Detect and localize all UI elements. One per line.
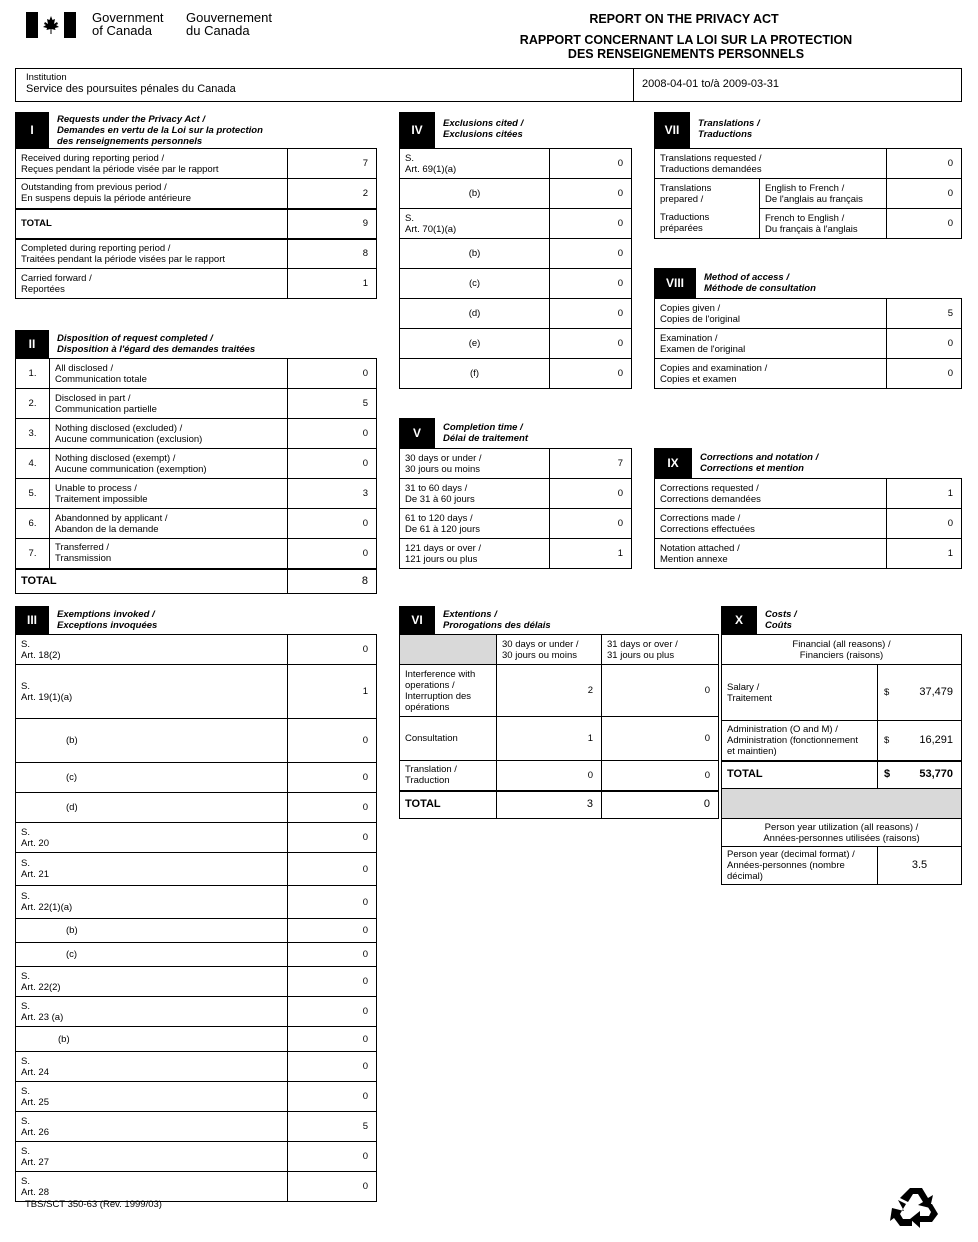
institution-box xyxy=(15,68,962,102)
table-row: S. Art. 25 0 xyxy=(16,1082,377,1112)
section-viii-title: Method of access / Méthode de consultation xyxy=(704,272,816,294)
table-row: 4. Nothing disclosed (exempt) / Aucune communication (exemption) 0 xyxy=(16,449,377,479)
section-iv-table xyxy=(399,148,632,389)
report-title-fr: RAPPORT CONCERNANT LA LOI SUR LA PROTECTION DES RENSEIGNEMENTS PERSONNELS xyxy=(519,33,853,61)
table-row: Traductions préparées French to English / Du français à l'anglais 0 xyxy=(655,209,962,239)
section-ix-header xyxy=(654,448,962,478)
table-row: Consultation 1 0 xyxy=(400,717,719,761)
table-row: S. Art. 28 0 xyxy=(16,1172,377,1202)
table-row: Financial (all reasons) / Financiers (raisons) xyxy=(722,635,962,665)
table-row: 30 days or under / 30 jours ou moins 7 xyxy=(400,449,632,479)
table-row: Copies and examination / Copies et examen 0 xyxy=(655,359,962,389)
total-row: TOTAL 8 xyxy=(16,569,377,594)
section-vii-header xyxy=(654,112,962,148)
table-row: S. Art. 70(1)(a) 0 xyxy=(400,209,632,239)
table-row: 2. Disclosed in part / Communication partielle 5 xyxy=(16,389,377,419)
section-v-title: Completion time / Délai de traitement xyxy=(443,422,528,444)
section-iv-header xyxy=(399,112,632,148)
table-row: TOTAL 9 xyxy=(16,209,377,239)
section-v-table xyxy=(399,448,632,569)
table-row: Translations requested / Traductions demandées 0 xyxy=(655,149,962,179)
table-row: S. Art. 24 0 xyxy=(16,1052,377,1082)
section-x-title: Costs / Coûts xyxy=(765,609,797,631)
table-row: Salary / Traitement $ 37,479 xyxy=(722,665,962,721)
section-i-header xyxy=(15,112,377,148)
table-row: Person year (decimal format) / Années-personnes (nombre décimal) 3.5 xyxy=(722,847,962,885)
table-row: (b) 0 xyxy=(16,919,377,943)
table-row: Translation / Traduction 0 0 xyxy=(400,761,719,791)
table-row: (f) 0 xyxy=(400,359,632,389)
table-row: Notation attached / Mention annexe 1 xyxy=(655,539,962,569)
column-header: 30 days or under / 30 jours ou moins xyxy=(497,635,602,665)
section-iii-number: III xyxy=(15,606,49,634)
gov-name-fr: Gouvernement du Canada xyxy=(186,10,272,38)
section-vi-title: Extentions / Prorogations des délais xyxy=(443,609,551,631)
canada-flag-icon xyxy=(26,12,76,38)
table-row: (d) 0 xyxy=(16,793,377,823)
table-row: Person year utilization (all reasons) / Années-personnes utilisées (raisons) xyxy=(722,819,962,847)
table-row: (e) 0 xyxy=(400,329,632,359)
section-ii-header xyxy=(15,330,377,358)
table-row: Corrections made / Corrections effectuées 0 xyxy=(655,509,962,539)
section-v-number: V xyxy=(399,418,435,448)
table-row: Interference with operations / Interruption des opérations 2 0 xyxy=(400,665,719,717)
institution-name: Service des poursuites pénales du Canada xyxy=(26,83,236,95)
table-row: (c) 0 xyxy=(400,269,632,299)
section-x-table xyxy=(721,634,962,885)
section-vi-header xyxy=(399,606,719,634)
table-row: S. Art. 22(1)(a) 0 xyxy=(16,886,377,919)
section-iii-title: Exemptions invoked / Exceptions invoquées xyxy=(57,609,158,631)
section-ix-number: IX xyxy=(654,448,692,478)
table-row: S. Art. 20 0 xyxy=(16,823,377,853)
table-row: S. Art. 19(1)(a) 1 xyxy=(16,665,377,719)
recycle-icon xyxy=(888,1184,946,1230)
section-i-table xyxy=(15,148,377,299)
section-iii-header xyxy=(15,606,377,634)
section-v-header xyxy=(399,418,632,448)
section-vii-table xyxy=(654,148,962,239)
section-iii-table xyxy=(15,634,377,1202)
total-row: TOTAL $ 53,770 xyxy=(722,761,962,789)
column-header: 31 days or over / 31 jours ou plus xyxy=(602,635,719,665)
table-row: (b) 0 xyxy=(16,719,377,763)
table-row: Received during reporting period / Reçues pendant la période visée par le rapport 7 xyxy=(16,149,377,179)
section-x-number: X xyxy=(721,606,757,634)
table-row: Corrections requested / Corrections demandées 1 xyxy=(655,479,962,509)
table-row: 61 to 120 days / De 61 à 120 jours 0 xyxy=(400,509,632,539)
total-row: TOTAL 3 0 xyxy=(400,791,719,819)
table-row: 3. Nothing disclosed (excluded) / Aucune communication (exclusion) 0 xyxy=(16,419,377,449)
table-row: Administration (O and M) / Administration (fonctionnement et maintien) $ 16,291 xyxy=(722,721,962,761)
table-row: Copies given / Copies de l'original 5 xyxy=(655,299,962,329)
institution-label: Institution xyxy=(26,72,67,83)
section-ix-table xyxy=(654,478,962,569)
gov-name-en: Government of Canada xyxy=(92,10,164,38)
section-ii-number: II xyxy=(15,330,49,358)
table-row: S. Art. 18(2) 0 xyxy=(16,635,377,665)
table-row: Carried forward / Reportées 1 xyxy=(16,269,377,299)
table-row: Completed during reporting period / Traitées pendant la période visées par le rapport 8 xyxy=(16,239,377,269)
table-row: Examination / Examen de l'original 0 xyxy=(655,329,962,359)
section-vii-title: Translations / Traductions xyxy=(698,118,760,140)
section-ii-table xyxy=(15,358,377,594)
section-viii-number: VIII xyxy=(654,268,696,298)
section-i-title: Requests under the Privacy Act / Demandes en vertu de la Loi sur la protection des renseignements personnels xyxy=(57,114,263,147)
table-row: S. Art. 21 0 xyxy=(16,853,377,886)
table-row: Outstanding from previous period / En suspens depuis la période antérieure 2 xyxy=(16,179,377,209)
table-row: S. Art. 26 5 xyxy=(16,1112,377,1142)
table-row: (c) 0 xyxy=(16,763,377,793)
section-viii-header xyxy=(654,268,962,298)
table-row: 7. Transferred / Transmission 0 xyxy=(16,539,377,569)
table-row: 5. Unable to process / Traitement impossible 3 xyxy=(16,479,377,509)
table-header-row xyxy=(400,635,719,665)
section-ii-title: Disposition of request completed / Disposition à l'égard des demandes traitées xyxy=(57,333,256,355)
table-row: S. Art. 27 0 xyxy=(16,1142,377,1172)
section-ix-title: Corrections and notation / Corrections et mention xyxy=(700,452,819,474)
grey-spacer-row xyxy=(722,789,962,819)
section-iv-title: Exclusions cited / Exclusions citées xyxy=(443,118,524,140)
table-row: (b) 0 xyxy=(16,1027,377,1052)
table-row: Translations prepared / English to French / De l'anglais au français 0 xyxy=(655,179,962,209)
table-row: (b) 0 xyxy=(400,239,632,269)
reporting-period: 2008-04-01 to/à 2009-03-31 xyxy=(642,78,779,90)
section-x-header xyxy=(721,606,962,634)
section-vi-table xyxy=(399,634,719,819)
section-vi-number: VI xyxy=(399,606,435,634)
table-row: S. Art. 23 (a) 0 xyxy=(16,997,377,1027)
table-row: 6. Abandonned by applicant / Abandon de la demande 0 xyxy=(16,509,377,539)
table-row: 31 to 60 days / De 31 à 60 jours 0 xyxy=(400,479,632,509)
table-row: (c) 0 xyxy=(16,943,377,967)
table-row: (b) 0 xyxy=(400,179,632,209)
table-row: 1. All disclosed / Communication totale 0 xyxy=(16,359,377,389)
section-i-number: I xyxy=(15,112,49,148)
table-row: S. Art. 69(1)(a) 0 xyxy=(400,149,632,179)
report-title-en: REPORT ON THE PRIVACY ACT xyxy=(589,12,779,26)
table-row: (d) 0 xyxy=(400,299,632,329)
table-row: 121 days or over / 121 jours ou plus 1 xyxy=(400,539,632,569)
section-viii-table xyxy=(654,298,962,389)
table-row: S. Art. 22(2) 0 xyxy=(16,967,377,997)
section-iv-number: IV xyxy=(399,112,435,148)
section-vii-number: VII xyxy=(654,112,690,148)
form-id: TBS/SCT 350-63 (Rev. 1999/03) xyxy=(25,1199,162,1210)
